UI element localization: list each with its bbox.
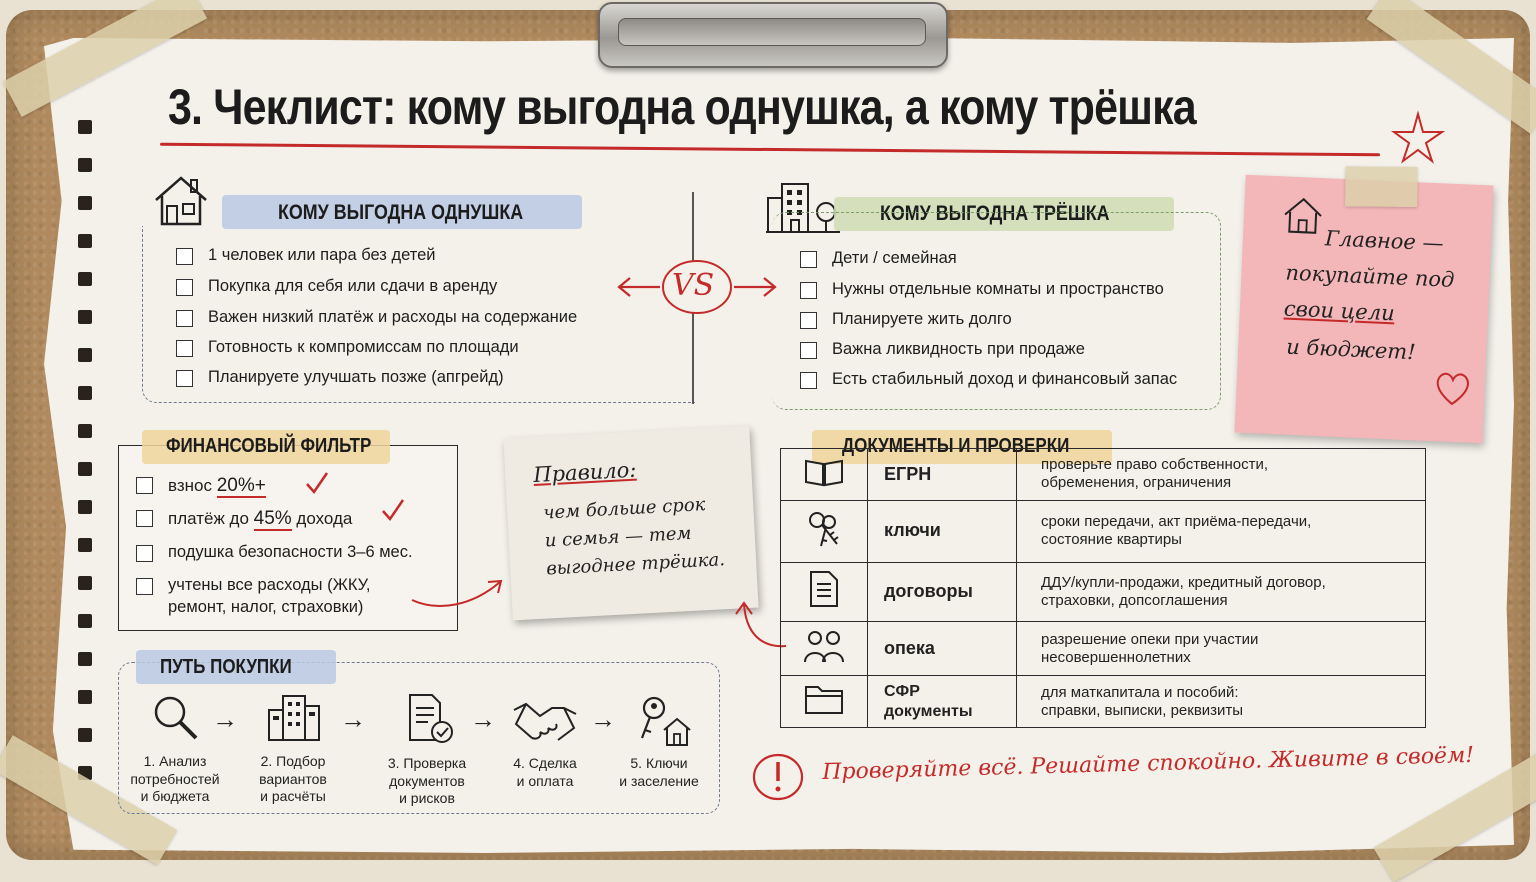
three-room-item: Есть стабильный доход и финансовый запас [832, 370, 1178, 388]
document-desc [1017, 449, 1426, 501]
finance-item [168, 508, 352, 530]
notebook-hole [78, 348, 92, 362]
document-icon [807, 569, 841, 609]
one-room-heading: КОМУ ВЫГОДНА ОДНУШКА [278, 201, 524, 224]
document-name: ключи [868, 500, 1017, 562]
one-room-item: Покупка для себя или сдачи в аренду [208, 277, 498, 295]
notebook-hole [78, 120, 92, 134]
notebook-hole [78, 310, 92, 324]
notebook-hole [78, 462, 92, 476]
finance-item: подушка безопасности 3–6 мес. [168, 543, 413, 561]
table-cell-icon [781, 449, 868, 501]
path-step-line: 3. Проверка [387, 755, 467, 771]
vs-label: VS [672, 268, 715, 303]
path-step-line: потребностей [130, 770, 220, 787]
notebook-hole [78, 272, 92, 286]
finance-item-text: дохода [296, 509, 353, 528]
documents-table [780, 448, 1426, 728]
path-step [604, 755, 714, 790]
footer-slogan: Проверяйте всё. Решайте спокойно. Живите в своём! [822, 742, 1475, 785]
notebook-hole [78, 386, 92, 400]
exclamation-icon [750, 750, 806, 804]
document-desc [1017, 500, 1426, 562]
document-desc [1017, 676, 1426, 728]
arrow-right-icon: → [212, 704, 238, 734]
people-icon [802, 628, 846, 664]
table-row [781, 449, 1426, 501]
handshake-icon [512, 698, 578, 742]
checkbox[interactable] [176, 370, 193, 387]
checkbox[interactable] [136, 545, 153, 562]
finance-heading: ФИНАНСОВЫЙ ФИЛЬТР [166, 435, 372, 457]
arrow-right-icon: → [470, 704, 496, 734]
book-icon [803, 455, 845, 489]
table-cell-icon [781, 622, 868, 676]
notebook-hole [78, 424, 92, 438]
notebook-hole [78, 500, 92, 514]
document-name: СФР документы [868, 676, 1017, 728]
sticky-line: и бюджет! [1285, 334, 1417, 365]
checkbox[interactable] [136, 578, 153, 595]
table-row [781, 500, 1426, 562]
table-cell-icon [781, 676, 868, 728]
one-room-item: 1 человек или пара без детей [208, 246, 436, 264]
checkbox[interactable] [176, 279, 193, 296]
finance-item [168, 475, 266, 497]
path-step-line: 2. Подбор [260, 753, 326, 769]
three-room-item: Нужны отдельные комнаты и пространство [832, 280, 1164, 298]
document-desc-line: несовершеннолетних [1041, 648, 1191, 666]
checkmark-icon [380, 497, 406, 523]
star-doodle-icon [1390, 110, 1446, 166]
checkbox[interactable] [136, 510, 153, 527]
notebook-hole [78, 576, 92, 590]
curved-arrow-icon [408, 574, 508, 614]
key-house-icon [636, 694, 692, 748]
document-name: опека [868, 622, 1017, 676]
finance-value: 20%+ [216, 475, 266, 496]
checkbox[interactable] [800, 282, 817, 299]
one-room-item: Планируете улучшать позже (апгрейд) [208, 368, 504, 386]
three-room-item: Дети / семейная [832, 249, 957, 267]
path-step-line: и расчёты [260, 788, 326, 804]
rule-card [503, 426, 758, 621]
table-row [781, 622, 1426, 676]
notebook-hole [78, 234, 92, 248]
rule-title: Правило: [532, 457, 637, 488]
checkbox[interactable] [800, 342, 817, 359]
sticky-line: покупайте под [1284, 260, 1455, 292]
document-desc [1017, 562, 1426, 621]
one-room-item: Готовность к компромиссам по площади [208, 338, 519, 356]
document-desc [1017, 622, 1426, 676]
checkbox[interactable] [176, 248, 193, 265]
finance-item: ремонт, налог, страховки) [168, 598, 364, 616]
checkbox[interactable] [800, 372, 817, 389]
rule-line: чем больше срок [542, 494, 706, 524]
buildings-icon [266, 692, 322, 742]
notebook-hole [78, 652, 92, 666]
document-desc-line: ДДУ/купли-продажи, кредитный договор, [1041, 573, 1326, 591]
arrow-right-icon: → [590, 704, 616, 734]
path-step-line: и рисков [399, 790, 455, 806]
notebook-hole [78, 690, 92, 704]
table-row [781, 676, 1426, 728]
document-desc-line: сроки передачи, акт приёма-передачи, [1041, 513, 1312, 531]
document-desc-line: справки, выписки, реквизиты [1041, 701, 1244, 719]
sticky-line: Главное — [1324, 226, 1445, 256]
document-desc-line: проверьте право собственности, [1041, 456, 1269, 474]
path-step-line: 1. Анализ [143, 753, 207, 769]
checkbox[interactable] [136, 477, 153, 494]
path-step-line: 4. Сделка [513, 755, 577, 771]
house-icon [1281, 194, 1325, 236]
finance-item-text: платёж до [168, 509, 249, 528]
rule-line: выгоднее трёшка. [545, 549, 726, 580]
document-name: договоры [868, 562, 1017, 621]
house-icon [150, 172, 212, 230]
magnifier-icon [150, 692, 200, 742]
notebook-hole [78, 538, 92, 552]
keys-icon [803, 508, 845, 550]
document-check-icon [406, 692, 456, 746]
folder-icon [803, 682, 845, 716]
checkmark-icon [304, 470, 330, 496]
notebook-hole [78, 614, 92, 628]
three-room-item: Планируете жить долго [832, 310, 1012, 328]
one-room-item: Важен низкий платёж и расходы на содержание [208, 308, 578, 326]
heart-icon [1432, 369, 1474, 409]
table-row [781, 562, 1426, 621]
finance-value: 45% [253, 508, 292, 529]
three-room-item: Важна ликвидность при продаже [832, 340, 1085, 358]
finance-item: учтены все расходы (ЖКУ, [168, 576, 371, 594]
path-step-line: и оплата [516, 772, 574, 789]
three-room-heading: КОМУ ВЫГОДНА ТРЁШКА [880, 202, 1110, 225]
path-step-line: и бюджета [140, 788, 210, 804]
path-step [490, 755, 600, 790]
notebook-hole [78, 196, 92, 210]
documents-heading: ДОКУМЕНТЫ И ПРОВЕРКИ [842, 435, 1070, 457]
document-desc-line: страховки, допсоглашения [1041, 591, 1228, 609]
document-desc-line: для маткапитала и пособий: [1041, 683, 1239, 701]
path-heading: ПУТЬ ПОКУПКИ [160, 656, 292, 678]
document-name: ЕГРН [868, 449, 1017, 501]
notebook-hole [78, 728, 92, 742]
path-step-line: и заселение [619, 772, 699, 789]
sticky-tape [1345, 166, 1417, 207]
path-step-line: документов [389, 772, 465, 789]
path-step [120, 753, 230, 806]
clipboard-clip [598, 2, 948, 68]
arrow-right-icon: → [340, 704, 366, 734]
rule-line: и семья — тем [544, 522, 692, 552]
path-step-line: вариантов [259, 770, 327, 787]
table-cell-icon [781, 500, 868, 562]
path-step-line: 5. Ключи [630, 755, 688, 771]
checkbox[interactable] [176, 340, 193, 357]
finance-item-text: взнос [168, 476, 212, 495]
document-desc-line: обременения, ограничения [1041, 474, 1232, 492]
document-desc-line: разрешение опеки при участии [1041, 630, 1259, 648]
notebook-hole [78, 158, 92, 172]
path-step [238, 753, 348, 806]
checkbox[interactable] [800, 312, 817, 329]
page-title: 3. Чеклист: кому выгодна однушка, а кому трёшка [168, 79, 1196, 135]
document-desc-line: состояние квартиры [1041, 531, 1182, 549]
sticky-note [1234, 175, 1493, 444]
sticky-line: свои цели [1283, 296, 1396, 326]
path-step [372, 755, 482, 808]
checkbox[interactable] [800, 251, 817, 268]
checkbox[interactable] [176, 310, 193, 327]
table-cell-icon [781, 562, 868, 621]
